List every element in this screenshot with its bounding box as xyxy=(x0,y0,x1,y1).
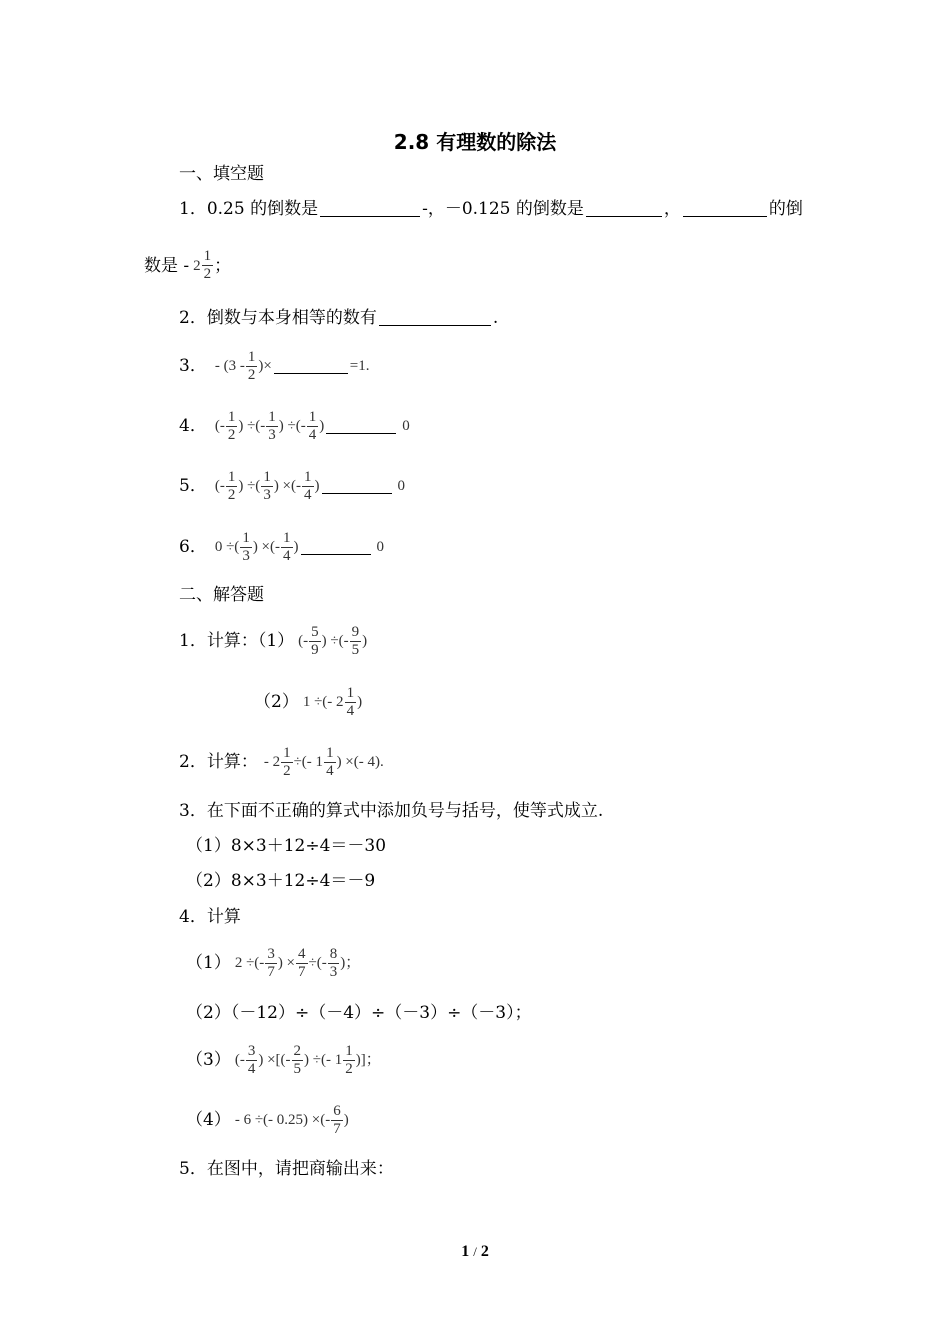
q3-pre: - (3 - xyxy=(214,358,245,374)
q4-den-3: 4 xyxy=(308,426,317,443)
q5-pre: (- xyxy=(214,478,225,494)
q3-den: 2 xyxy=(247,366,256,383)
p2-label: 2．计算： xyxy=(179,752,258,772)
q5-fraction-1 xyxy=(226,469,238,504)
p4-1-num-1: 3 xyxy=(267,945,275,962)
problem-3-item-1: （1）8×3＋12÷4＝－30 xyxy=(186,836,387,856)
question-2-line xyxy=(179,307,498,329)
q6-expression xyxy=(215,530,384,565)
p4-1-pre: 2 ÷(- xyxy=(234,955,265,971)
question-3-line xyxy=(179,346,370,386)
problem-4-item-1 xyxy=(186,943,360,983)
p1a-expression xyxy=(298,624,367,659)
page-separator: / xyxy=(473,1244,477,1259)
q6-num-2: 1 xyxy=(283,529,291,546)
q5-label: 5． xyxy=(179,476,207,496)
q3-end: =1. xyxy=(349,358,370,374)
problem-1-line xyxy=(179,621,367,661)
q4-fraction-1 xyxy=(226,409,238,444)
p1a-num-2: 9 xyxy=(351,623,360,640)
p4-1-fraction-1 xyxy=(265,946,277,981)
q5-den-1: 2 xyxy=(227,486,236,503)
problem-5-line: 5．在图中，请把商输出来： xyxy=(179,1159,394,1179)
p4-1-op-1: ) × xyxy=(277,955,296,971)
p4-1-op-2: ÷(- xyxy=(308,955,327,971)
p4-3-num-3: 1 xyxy=(345,1042,353,1059)
q3-blank xyxy=(274,359,348,374)
p4-1-fraction-2 xyxy=(296,946,308,981)
p4-3-op-1: ) ×[(- xyxy=(258,1052,291,1068)
p1a-fraction-1 xyxy=(309,624,321,659)
p1a-fraction-2 xyxy=(350,624,362,659)
problem-4-line: 4．计算 xyxy=(179,907,241,927)
p1b-num: 1 xyxy=(346,684,355,701)
q5-end: 0 xyxy=(397,478,406,494)
p4-4-den: 7 xyxy=(333,1120,341,1137)
problem-1b-line xyxy=(254,682,362,722)
p2-fraction-2 xyxy=(324,745,336,780)
page-footer xyxy=(0,1243,950,1261)
q1-text-d: 的倒 xyxy=(768,199,803,219)
q6-close: ) xyxy=(293,539,299,555)
q1-num: 1 xyxy=(203,248,212,264)
p4-1-expression xyxy=(235,946,360,981)
p1a-op: ) ÷(- xyxy=(321,633,349,649)
q4-end: 0 xyxy=(402,418,410,434)
p4-3-fraction-2 xyxy=(292,1043,304,1078)
q5-fraction-2 xyxy=(261,469,273,504)
q2-end: . xyxy=(492,308,499,328)
q1-mixed-number xyxy=(189,248,214,283)
q6-blank xyxy=(301,540,371,555)
question-5-line xyxy=(179,466,405,506)
p4-3-label: （3） xyxy=(186,1050,231,1070)
p1a-close: ) xyxy=(362,633,368,649)
p4-3-num-1: 3 xyxy=(247,1042,256,1059)
p1b-den: 4 xyxy=(346,702,355,719)
p2-expression xyxy=(264,745,384,780)
p4-3-den-2: 5 xyxy=(293,1060,302,1077)
question-6-line xyxy=(179,527,384,567)
p4-3-den-1: 4 xyxy=(247,1060,256,1077)
q1-blank-1 xyxy=(320,202,420,217)
p2-num-2: 1 xyxy=(326,744,334,761)
q6-fraction-1 xyxy=(240,530,252,565)
p1b-pre: 1 ÷(- 2 xyxy=(302,694,344,710)
q5-close: ) xyxy=(314,478,320,494)
q4-expression xyxy=(215,409,410,444)
page-number: 1 xyxy=(461,1243,470,1260)
p2-end: ) ×(- 4). xyxy=(336,754,384,770)
p4-3-expression xyxy=(235,1043,381,1078)
problem-3-line: 3．在下面不正确的算式中添加负号与括号，使等式成立. xyxy=(179,801,604,821)
p4-3-fraction-3 xyxy=(343,1043,355,1078)
p2-den-2: 4 xyxy=(326,762,334,779)
p4-4-num: 6 xyxy=(333,1102,341,1119)
p1b-label: （2） xyxy=(254,692,299,712)
q4-fraction-3 xyxy=(307,409,319,444)
q4-num-2: 1 xyxy=(268,408,276,425)
q6-end: 0 xyxy=(376,539,385,555)
question-1-continued xyxy=(144,248,231,283)
q4-fraction-2 xyxy=(266,409,278,444)
q4-blank xyxy=(326,419,396,434)
q1-fraction xyxy=(202,248,214,283)
q5-fraction-3 xyxy=(302,469,314,504)
p4-4-expression xyxy=(235,1103,349,1138)
p4-1-den-1: 7 xyxy=(267,963,275,980)
q1-text-a: 1．0.25 的倒数是 xyxy=(179,199,319,219)
problem-3-item-2: （2）8×3＋12÷4＝－9 xyxy=(186,871,376,891)
p4-4-fraction xyxy=(331,1103,343,1138)
p2-pre: - 2 xyxy=(263,754,281,770)
p4-1-num-2: 4 xyxy=(298,945,306,962)
q1-den: 2 xyxy=(203,266,212,282)
q3-expression xyxy=(215,349,370,384)
section-heading-answer: 二、解答题 xyxy=(179,585,264,605)
p4-4-pre: - 6 ÷(- 0.25) ×(- xyxy=(234,1112,331,1128)
p1a-den-1: 9 xyxy=(311,641,319,658)
q6-num-1: 1 xyxy=(242,529,250,546)
page-title: 2.8 有理数的除法 xyxy=(393,130,557,154)
p4-4-end: ) xyxy=(343,1112,349,1128)
q5-num-3: 1 xyxy=(304,468,312,485)
q1-text-b: -，－0.125 的倒数是 xyxy=(422,199,584,219)
problem-2-line xyxy=(179,742,384,782)
q5-den-3: 4 xyxy=(304,486,312,503)
q1-blank-2 xyxy=(586,202,662,217)
q5-expression xyxy=(215,469,405,504)
q6-den-1: 3 xyxy=(242,547,250,564)
q4-den-1: 2 xyxy=(227,426,236,443)
p4-1-end: )； xyxy=(340,955,361,971)
p4-1-den-3: 3 xyxy=(329,963,338,980)
problem-4-item-4 xyxy=(186,1100,349,1140)
q3-fraction xyxy=(246,349,258,384)
problem-4-item-2: （2）（－12）÷（－4）÷（－3）÷（－3）； xyxy=(186,1003,532,1023)
q6-pre: 0 ÷( xyxy=(214,539,240,555)
p4-1-label: （1） xyxy=(186,953,231,973)
q1-text-c: ， xyxy=(663,199,681,219)
q5-op-2: ) ×(- xyxy=(273,478,302,494)
q4-den-2: 3 xyxy=(268,426,276,443)
q6-label: 6． xyxy=(179,537,207,557)
q5-num-1: 1 xyxy=(227,468,236,485)
q1-text-e: 数是 - xyxy=(144,255,190,276)
q5-den-2: 3 xyxy=(263,486,271,503)
q4-label: 4． xyxy=(179,416,207,436)
q4-num-1: 1 xyxy=(227,408,236,425)
q2-text: 2．倒数与本身相等的数有 xyxy=(179,308,377,328)
q6-op-1: ) ×(- xyxy=(252,539,281,555)
p4-3-den-3: 2 xyxy=(345,1060,353,1077)
p1b-fraction xyxy=(345,685,357,720)
page-total: 2 xyxy=(480,1243,489,1260)
p1a-den-2: 5 xyxy=(351,641,360,658)
p1a-pre: (- xyxy=(298,633,309,649)
q3-label: 3． xyxy=(179,356,207,376)
question-1-line xyxy=(179,198,803,220)
p2-den-1: 2 xyxy=(283,762,291,779)
q6-den-2: 4 xyxy=(283,547,291,564)
p1b-close: ) xyxy=(357,694,363,710)
q5-num-2: 1 xyxy=(263,468,271,485)
p4-3-op-2: ) ÷(- 1 xyxy=(304,1052,343,1068)
p4-3-num-2: 2 xyxy=(293,1042,302,1059)
q1-whole: 2 xyxy=(193,257,201,274)
q4-pre: (- xyxy=(214,418,225,434)
q3-num: 1 xyxy=(247,348,256,365)
p4-3-pre: (- xyxy=(234,1052,245,1068)
q4-op-1: ) ÷(- xyxy=(238,418,266,434)
q3-mid: )× xyxy=(258,358,272,374)
q1-end: ； xyxy=(214,255,232,276)
p4-4-label: （4） xyxy=(186,1110,231,1130)
p1b-expression xyxy=(303,685,362,720)
q5-op-1: ) ÷( xyxy=(238,478,261,494)
q2-blank xyxy=(379,311,491,326)
p1-label: 1．计算：（1） xyxy=(179,631,295,651)
q4-close: ) xyxy=(319,418,325,434)
p4-3-fraction-1 xyxy=(246,1043,258,1078)
p4-1-den-2: 7 xyxy=(298,963,306,980)
problem-4-item-3 xyxy=(186,1040,381,1080)
p2-num-1: 1 xyxy=(283,744,291,761)
q6-fraction-2 xyxy=(281,530,293,565)
q4-op-2: ) ÷(- xyxy=(278,418,306,434)
p1a-num-1: 5 xyxy=(311,623,319,640)
question-4-line xyxy=(179,406,410,446)
p4-3-end: )]； xyxy=(355,1052,381,1068)
q1-blank-3 xyxy=(683,202,767,217)
p4-1-num-3: 8 xyxy=(329,945,338,962)
p2-fraction-1 xyxy=(281,745,293,780)
p2-op: ÷(- 1 xyxy=(293,754,324,770)
p4-1-fraction-3 xyxy=(328,946,340,981)
section-heading-fill-blank: 一、填空题 xyxy=(179,164,264,184)
q5-blank xyxy=(322,479,392,494)
q4-num-3: 1 xyxy=(308,408,317,425)
